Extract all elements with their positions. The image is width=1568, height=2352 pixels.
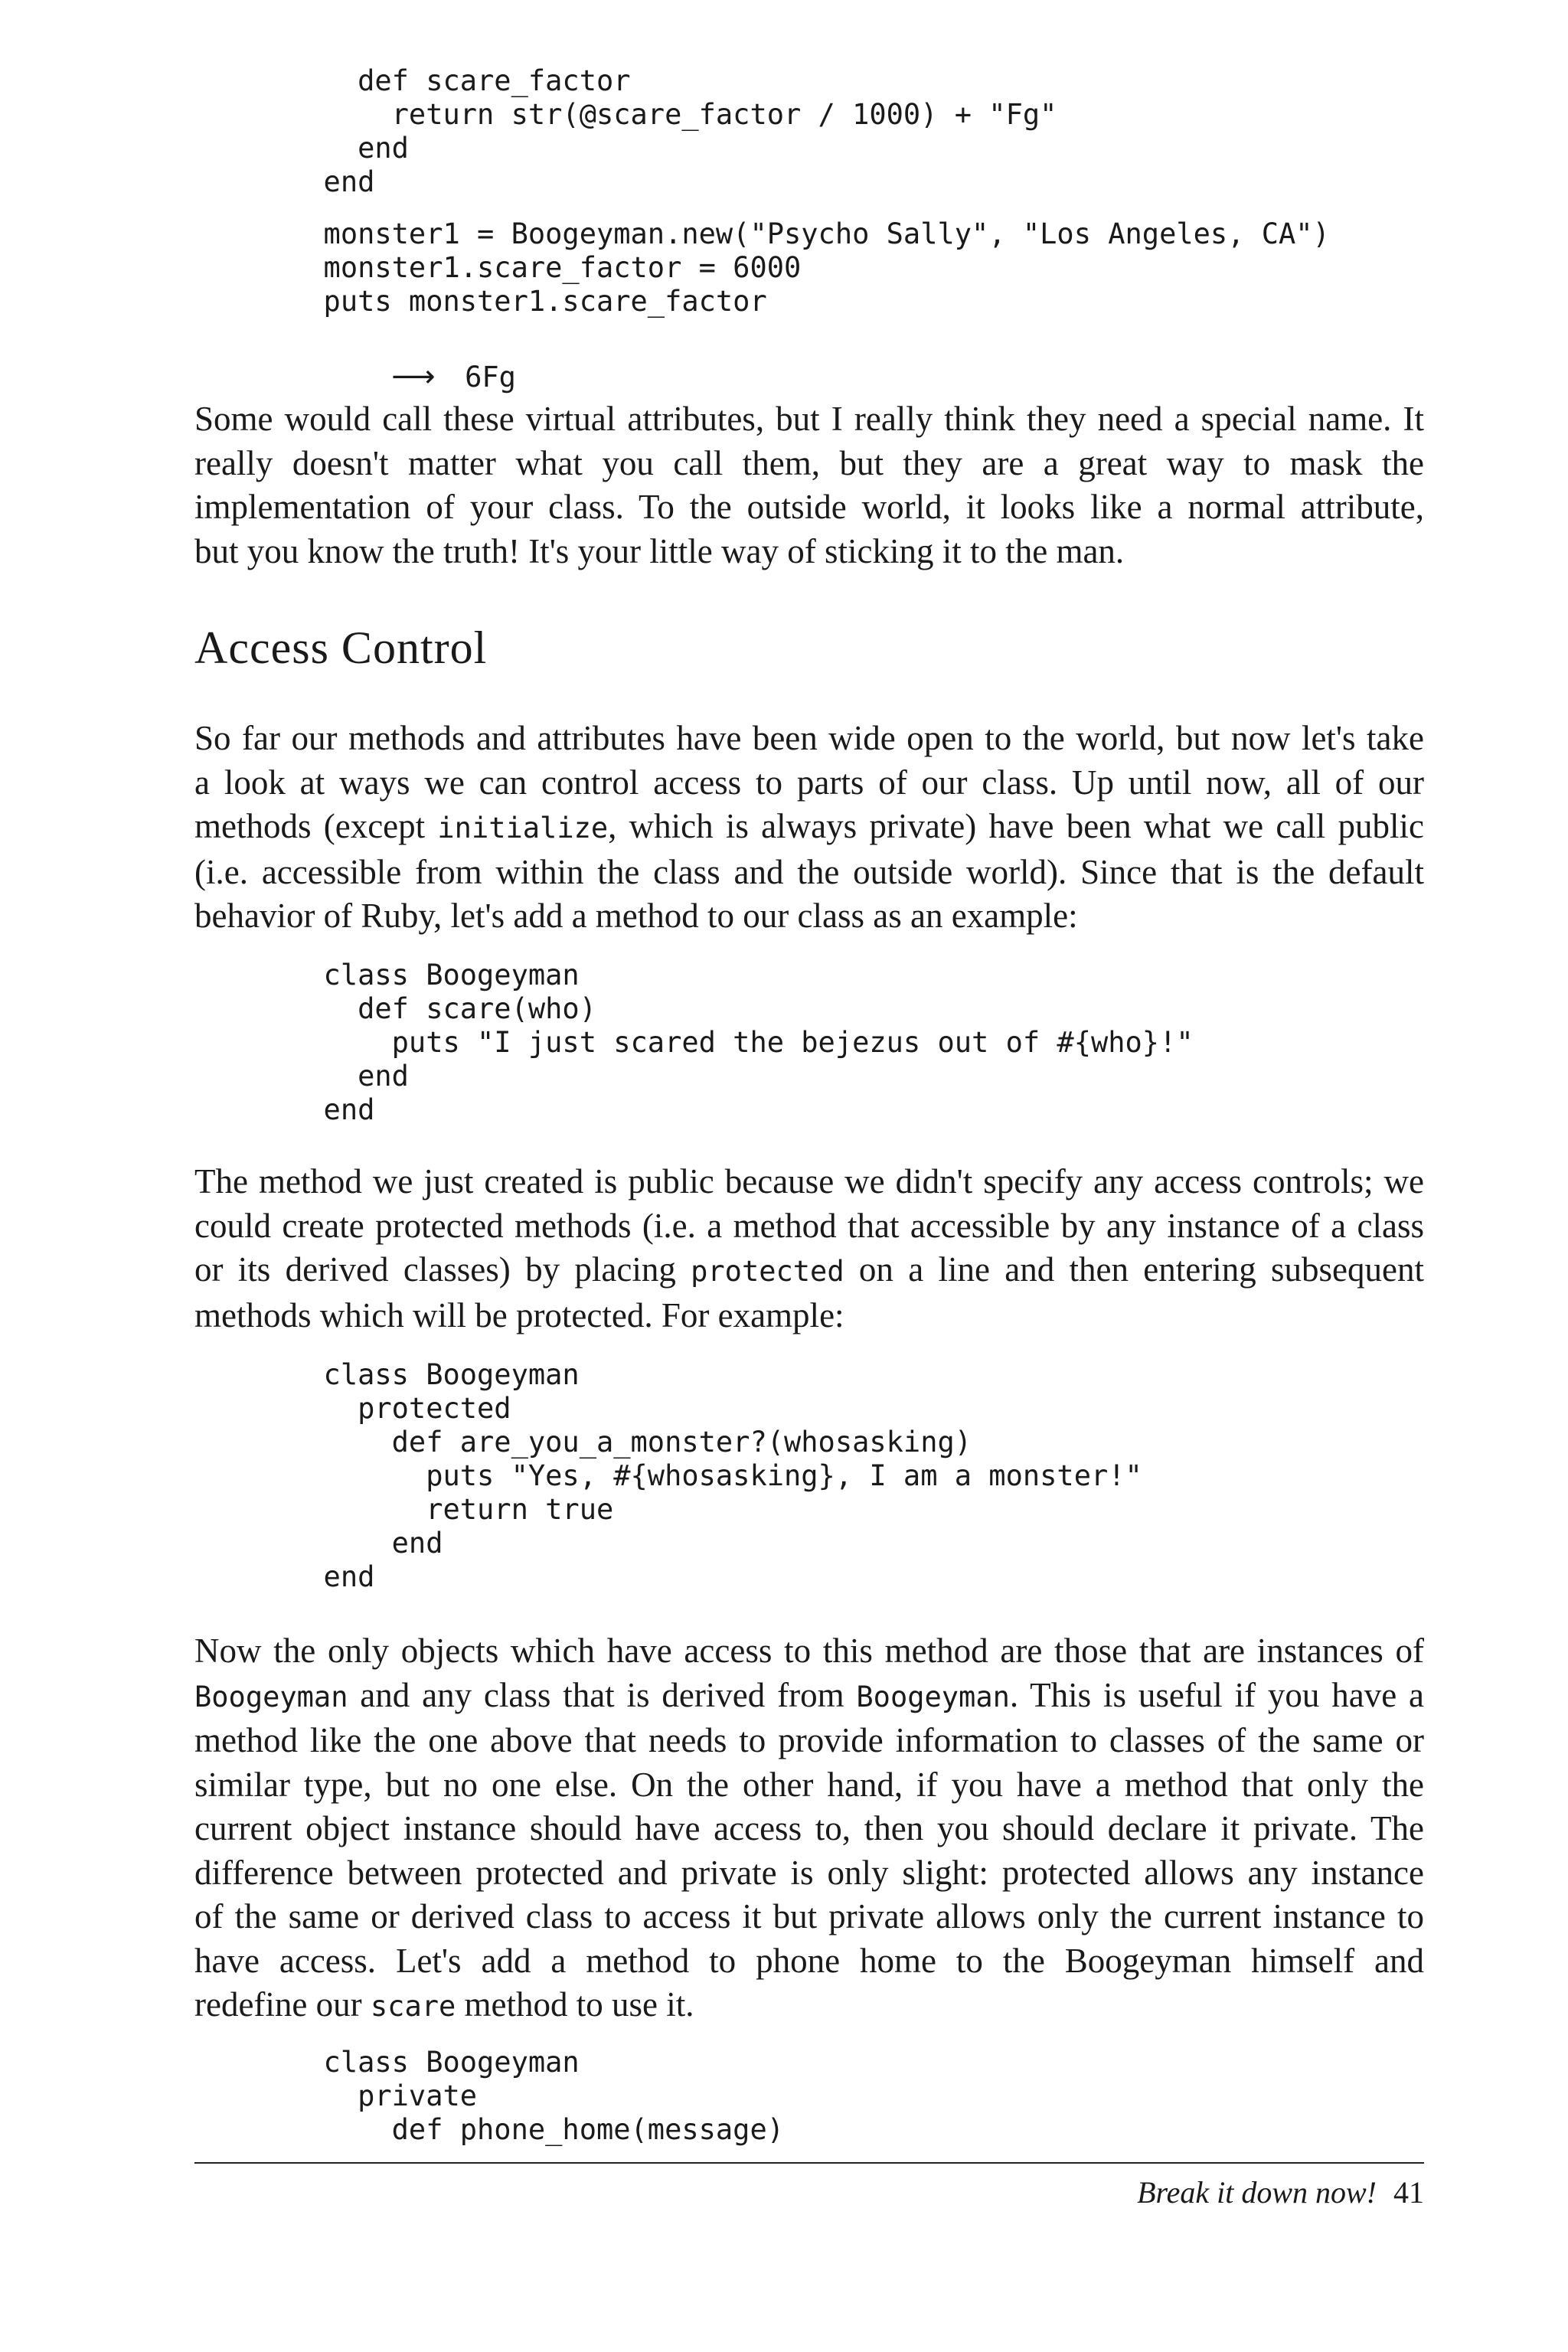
paragraph-line (194, 1248, 1424, 1294)
paragraph-line: method like the one above that needs to provide information to classes of the same or (194, 1721, 1424, 1759)
paragraph-private (194, 1629, 1424, 2029)
inline-code: Boogeyman (856, 1680, 1010, 1713)
running-title: Break it down now! (1137, 2175, 1377, 2210)
paragraph-line: really doesn't matter what you call them, but they are a great way to mask the (194, 443, 1424, 482)
text-run: on a line and then entering subsequent (844, 1250, 1424, 1289)
output-value: 6Fg (465, 361, 516, 394)
paragraph-line: of the same or derived class to access it but private allows only the current instance to (194, 1897, 1424, 1936)
code-block-scare-factor: def scare_factor return str(@scare_factor / 1000) + "Fg" end end (323, 64, 1057, 198)
inline-code: initialize (437, 812, 609, 844)
output-arrow-icon: ⟶ (391, 359, 436, 394)
paragraph-line: similar type, but no one else. On the other hand, if you have a method that only the (194, 1765, 1424, 1804)
paragraph-line: The method we just created is public because we didn't specify any access controls; we (194, 1162, 1424, 1200)
code-block-protected: class Boogeyman protected def are_you_a_monster?(whosasking) puts "Yes, #{whosasking}, I am a monster!" return true end end (323, 1358, 1142, 1593)
text-run: method to use it. (456, 1985, 694, 2024)
paragraph-line: but you know the truth! It's your little way of sticking it to the man. (194, 531, 1125, 570)
paragraph-line: (i.e. accessible from within the class and the outside world). Since that is the default (194, 852, 1424, 891)
paragraph-line: methods which will be protected. For example: (194, 1295, 844, 1334)
paragraph-access-intro (194, 717, 1424, 939)
text-run: methods (except (194, 807, 438, 845)
paragraph-line: current object instance should have access to, then you should declare it private. The (194, 1809, 1424, 1847)
text-run: or its derived classes) by placing (194, 1250, 691, 1289)
paragraph-line: implementation of your class. To the outside world, it looks like a normal attribute, (194, 488, 1424, 526)
paragraph-line: behavior of Ruby, let's add a method to our class as an example: (194, 897, 1078, 935)
paragraph-line (194, 805, 1424, 851)
page-footer (1137, 2174, 1424, 2210)
paragraph-virtual-attributes (194, 397, 1424, 573)
inline-code: scare (370, 1990, 456, 2023)
paragraph-protected (194, 1160, 1424, 1338)
text-run: . This is useful if you have a (1009, 1675, 1424, 1714)
inline-code: protected (691, 1255, 844, 1288)
footer-rule (194, 2162, 1424, 2164)
paragraph-line: a look at ways we can control access to parts of our class. Up until now, all of our (194, 763, 1424, 802)
section-heading: Access Control (194, 622, 488, 673)
paragraph-line: Some would call these virtual attributes, but I really think they need a special name. It (194, 400, 1424, 438)
paragraph-line: Now the only objects which have access to this method are those that are instances of (194, 1632, 1424, 1670)
code-block-monster-usage: monster1 = Boogeyman.new("Psycho Sally", "Los Angeles, CA") monster1.scare_factor = 6000 puts monster1.scare_factor (323, 217, 1330, 318)
text-run: redefine our (194, 1985, 371, 2024)
text-run: , which is always private) have been what we call public (608, 807, 1424, 845)
paragraph-line: could create protected methods (i.e. a method that accessible by any instance of a class (194, 1206, 1424, 1245)
code-block-private: class Boogeyman private def phone_home(message) (323, 2046, 785, 2146)
inline-code: Boogeyman (194, 1680, 348, 1713)
paragraph-line (194, 1983, 1424, 2029)
page-number: 41 (1393, 2175, 1424, 2210)
code-block-scare-method: class Boogeyman def scare(who) puts "I just scared the bejezus out of #{who}!" end end (323, 959, 1194, 1126)
paragraph-line (194, 1674, 1424, 1720)
paragraph-line: have access. Let's add a method to phone home to the Boogeyman himself and (194, 1941, 1424, 1980)
text-run: and any class that is derived from (348, 1675, 857, 1714)
paragraph-line: So far our methods and attributes have been wide open to the world, but now let's take (194, 719, 1424, 757)
paragraph-line: difference between protected and private is only slight: protected allows any instance (194, 1853, 1424, 1892)
